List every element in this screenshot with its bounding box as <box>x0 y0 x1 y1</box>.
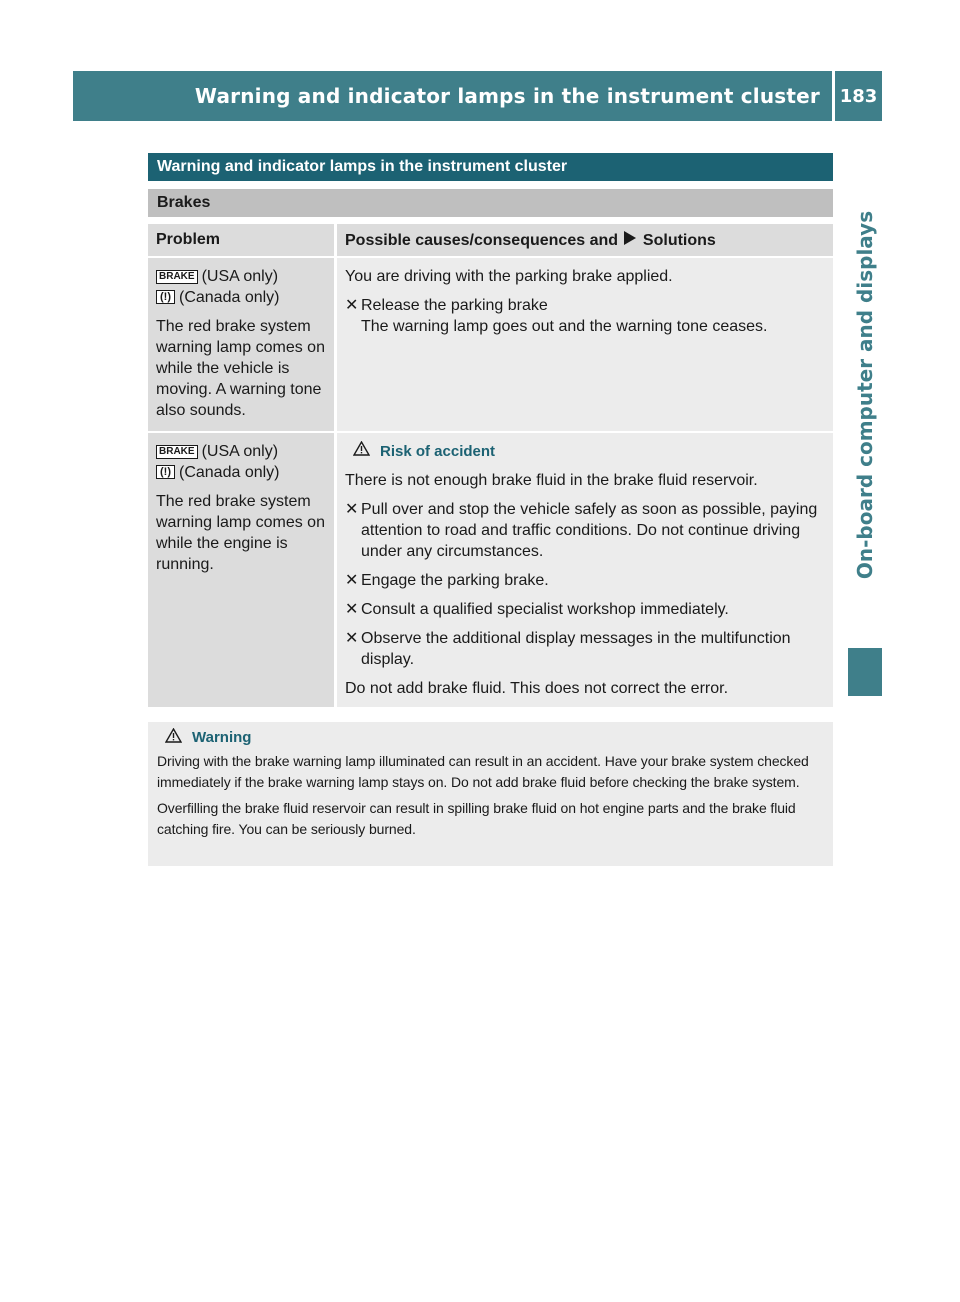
problem-cell <box>148 258 337 433</box>
brake-lamp-icon: BRAKE <box>156 270 198 284</box>
causes-cell <box>337 433 833 707</box>
action-item <box>345 295 829 337</box>
action-text: Pull over and stop the vehicle safely as soon as possible, paying attention to road and traffic conditions. Do not continue driving under any circumstances. <box>361 501 818 560</box>
lamp-usa <box>156 266 330 287</box>
header-causes <box>337 224 833 258</box>
action-text: Engage the parking brake. <box>361 572 549 589</box>
table-row <box>148 433 833 707</box>
table-header-row <box>148 224 833 258</box>
risk-heading <box>345 441 829 462</box>
lamp-canada-label: (Canada only) <box>179 289 280 306</box>
action-text: Observe the additional display messages in the multifunction display. <box>361 630 791 668</box>
problem-cell <box>148 433 337 707</box>
page-number-box <box>835 71 882 121</box>
side-chapter-tab <box>848 150 882 640</box>
lamp-canada <box>156 287 330 308</box>
lamp-canada-label: (Canada only) <box>179 464 280 481</box>
side-chapter-label: On-board computer and displays <box>853 210 877 580</box>
action-item <box>345 570 829 591</box>
header-problem: Problem <box>148 224 337 258</box>
brake-lamp-icon: BRAKE <box>156 445 198 459</box>
action-item <box>345 499 829 562</box>
lamp-usa-label: (USA only) <box>201 268 279 285</box>
x-action-icon: ✕ <box>345 630 359 647</box>
warning-paragraph: Overfilling the brake fluid reservoir can result in spilling brake fluid on hot engine parts and the brake fluid catching fire. You can be seriously burned. <box>157 800 796 837</box>
action-text: Consult a qualified specialist workshop immediately. <box>361 601 729 618</box>
table-row <box>148 258 833 433</box>
cause-text: There is not enough brake fluid in the brake fluid reservoir. <box>345 472 758 489</box>
warning-triangle-icon <box>165 728 182 747</box>
running-header-title: Warning and indicator lamps in the instrument cluster <box>194 84 820 108</box>
header-causes-suffix: Solutions <box>642 231 716 249</box>
warning-heading <box>157 728 827 747</box>
section-title: Warning and indicator lamps in the instrument cluster <box>148 153 833 181</box>
warning-paragraph: Driving with the brake warning lamp illuminated can result in an accident. Have your brake system checked immediately if the brake warning lamp stays on. Do not add brake fluid before checking the brake system. <box>157 753 809 790</box>
side-tab-marker <box>848 648 882 696</box>
note-text: Do not add brake fluid. This does not correct the error. <box>345 680 729 697</box>
header-causes-prefix: Possible causes/consequences and <box>345 231 619 249</box>
action-text: Release the parking brake <box>361 297 548 314</box>
action-item <box>345 628 829 670</box>
brake-circle-lamp-icon: (!) <box>156 465 175 479</box>
x-action-icon: ✕ <box>345 297 359 314</box>
subsection-title: Brakes <box>148 189 833 217</box>
problem-text: The red brake system warning lamp comes on while the vehicle is moving. A warning tone also sounds. <box>156 318 325 419</box>
page-number: 183 <box>839 85 878 107</box>
lamp-canada <box>156 462 330 483</box>
action-item <box>345 599 829 620</box>
lamp-usa-label: (USA only) <box>201 443 279 460</box>
cause-text: You are driving with the parking brake applied. <box>345 268 673 285</box>
risk-label: Risk of accident <box>380 443 496 460</box>
brake-circle-lamp-icon: (!) <box>156 290 175 304</box>
running-header <box>73 71 832 121</box>
warning-label: Warning <box>192 729 252 746</box>
warning-triangle-icon <box>353 441 370 462</box>
play-arrow-icon <box>624 231 636 250</box>
causes-cell <box>337 258 833 433</box>
problems-table <box>148 224 833 707</box>
action-result-text: The warning lamp goes out and the warning tone ceases. <box>361 318 768 335</box>
problem-text: The red brake system warning lamp comes on while the engine is running. <box>156 493 325 573</box>
warning-box <box>148 722 833 866</box>
x-action-icon: ✕ <box>345 501 359 518</box>
lamp-usa <box>156 441 330 462</box>
x-action-icon: ✕ <box>345 601 359 618</box>
x-action-icon: ✕ <box>345 572 359 589</box>
